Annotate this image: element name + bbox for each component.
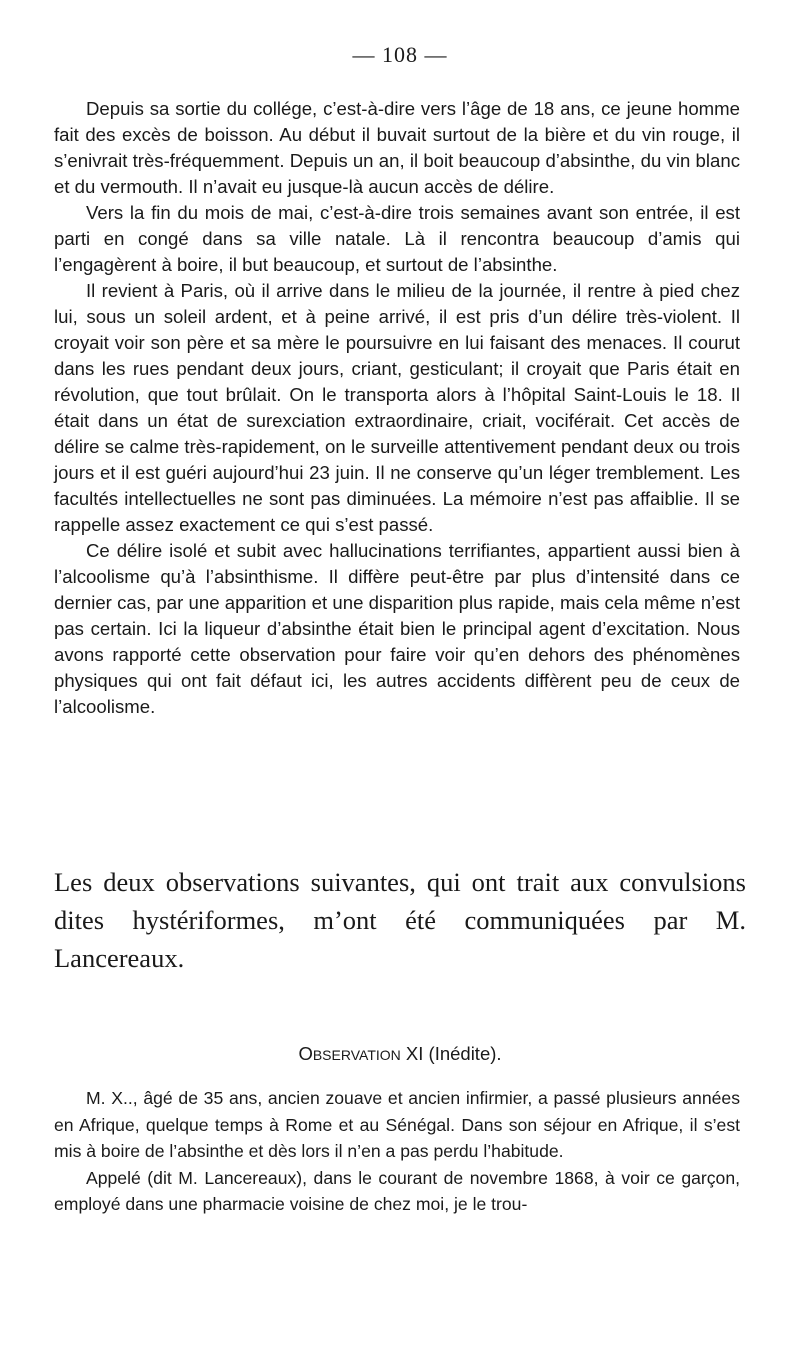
observation-title-initial: O bbox=[298, 1043, 313, 1064]
paragraph: Appelé (dit M. Lancereaux), dans le courant de novembre 1868, à voir ce garçon, employé dans une pharmacie voisine de chez moi, je le trou- bbox=[54, 1167, 740, 1214]
page-number: — 108 — bbox=[352, 42, 448, 67]
case-narrative bbox=[54, 96, 740, 720]
paragraph: Il revient à Paris, où il arrive dans le milieu de la journée, il rentre à pied chez lui, sous un soleil ardent, et à peine arrivé, il est pris d’un délire très-violent. Il croyait voir son père et sa mère le poursuivre en lui faisant des menaces. Il courut dans les rues pendant deux jours, criant, gesticulant; il croyait que Paris était en révolution, que tout brûlait. On le transporta alors à l’hôpital Saint-Louis le 18. Il était dans un état de surexciation extraordinaire, criait, vociférait. Cet accès de délire se calme très-rapidement, on le surveille attentivement pendant deux ou trois jours et il est guéri aujourd’hui 23 juin. Il ne conserve qu’un léger tremblement. Les facultés intellectuelles ne sont pas diminuées. La mémoire n’est pas affaiblie. Il se rappelle assez exactement ce qui s’est passé. bbox=[54, 280, 740, 535]
paragraph: Depuis sa sortie du collége, c’est-à-dire vers l’âge de 18 ans, ce jeune homme fait des excès de boisson. Au début il buvait surtout de la bière et du vin rouge, il s’enivrait très-fréquemment. Depuis un an, il boit beaucoup d’absinthe, du vin blanc et du vermouth. Il n’avait eu jusque-là aucun accès de délire. bbox=[54, 98, 740, 197]
paragraph: Ce délire isolé et subit avec hallucinations terrifiantes, appartient aussi bien à l’alcoolisme qu’à l’absinthisme. Il diffère peut-être par plus d’intensité dans ce dernier cas, par une apparition et une disparition plus rapide, mais cela même n’est pas certain. Ici la liqueur d’absinthe était bien le principal agent d’excitation. Nous avons rapporté cette observation pour faire voir qu’en dehors des phénomènes physiques qui ont fait défaut ici, les autres accidents diffèrent peu de ceux de l’alcoolisme. bbox=[54, 540, 740, 717]
section-heading: Les deux observations suivantes, qui ont trait aux convulsions dites hystériformes, m’ont été communiquées par M. Lancereaux. bbox=[54, 867, 746, 973]
paragraph: Vers la fin du mois de mai, c’est-à-dire trois semaines avant son entrée, il est parti en congé dans sa ville natale. Là il rencontra beaucoup d’amis qui l’engagèrent à boire, il but beaucoup, et surtout de l’absinthe. bbox=[54, 202, 740, 275]
observation-number: XI bbox=[405, 1043, 424, 1064]
observation-text bbox=[54, 1085, 740, 1218]
observation-title bbox=[0, 1043, 800, 1065]
paragraph: M. X.., âgé de 35 ans, ancien zouave et ancien infirmier, a passé plusieurs années en Afrique, quelque temps à Rome et au Sénégal. Dans son séjour en Afrique, il s’est mis à boire de l’absinthe et dès lors il n’en a pas perdu l’habitude. bbox=[54, 1088, 740, 1161]
observation-title-word: BSERVATION bbox=[312, 1047, 401, 1063]
observation-note: (Inédite). bbox=[428, 1043, 502, 1064]
